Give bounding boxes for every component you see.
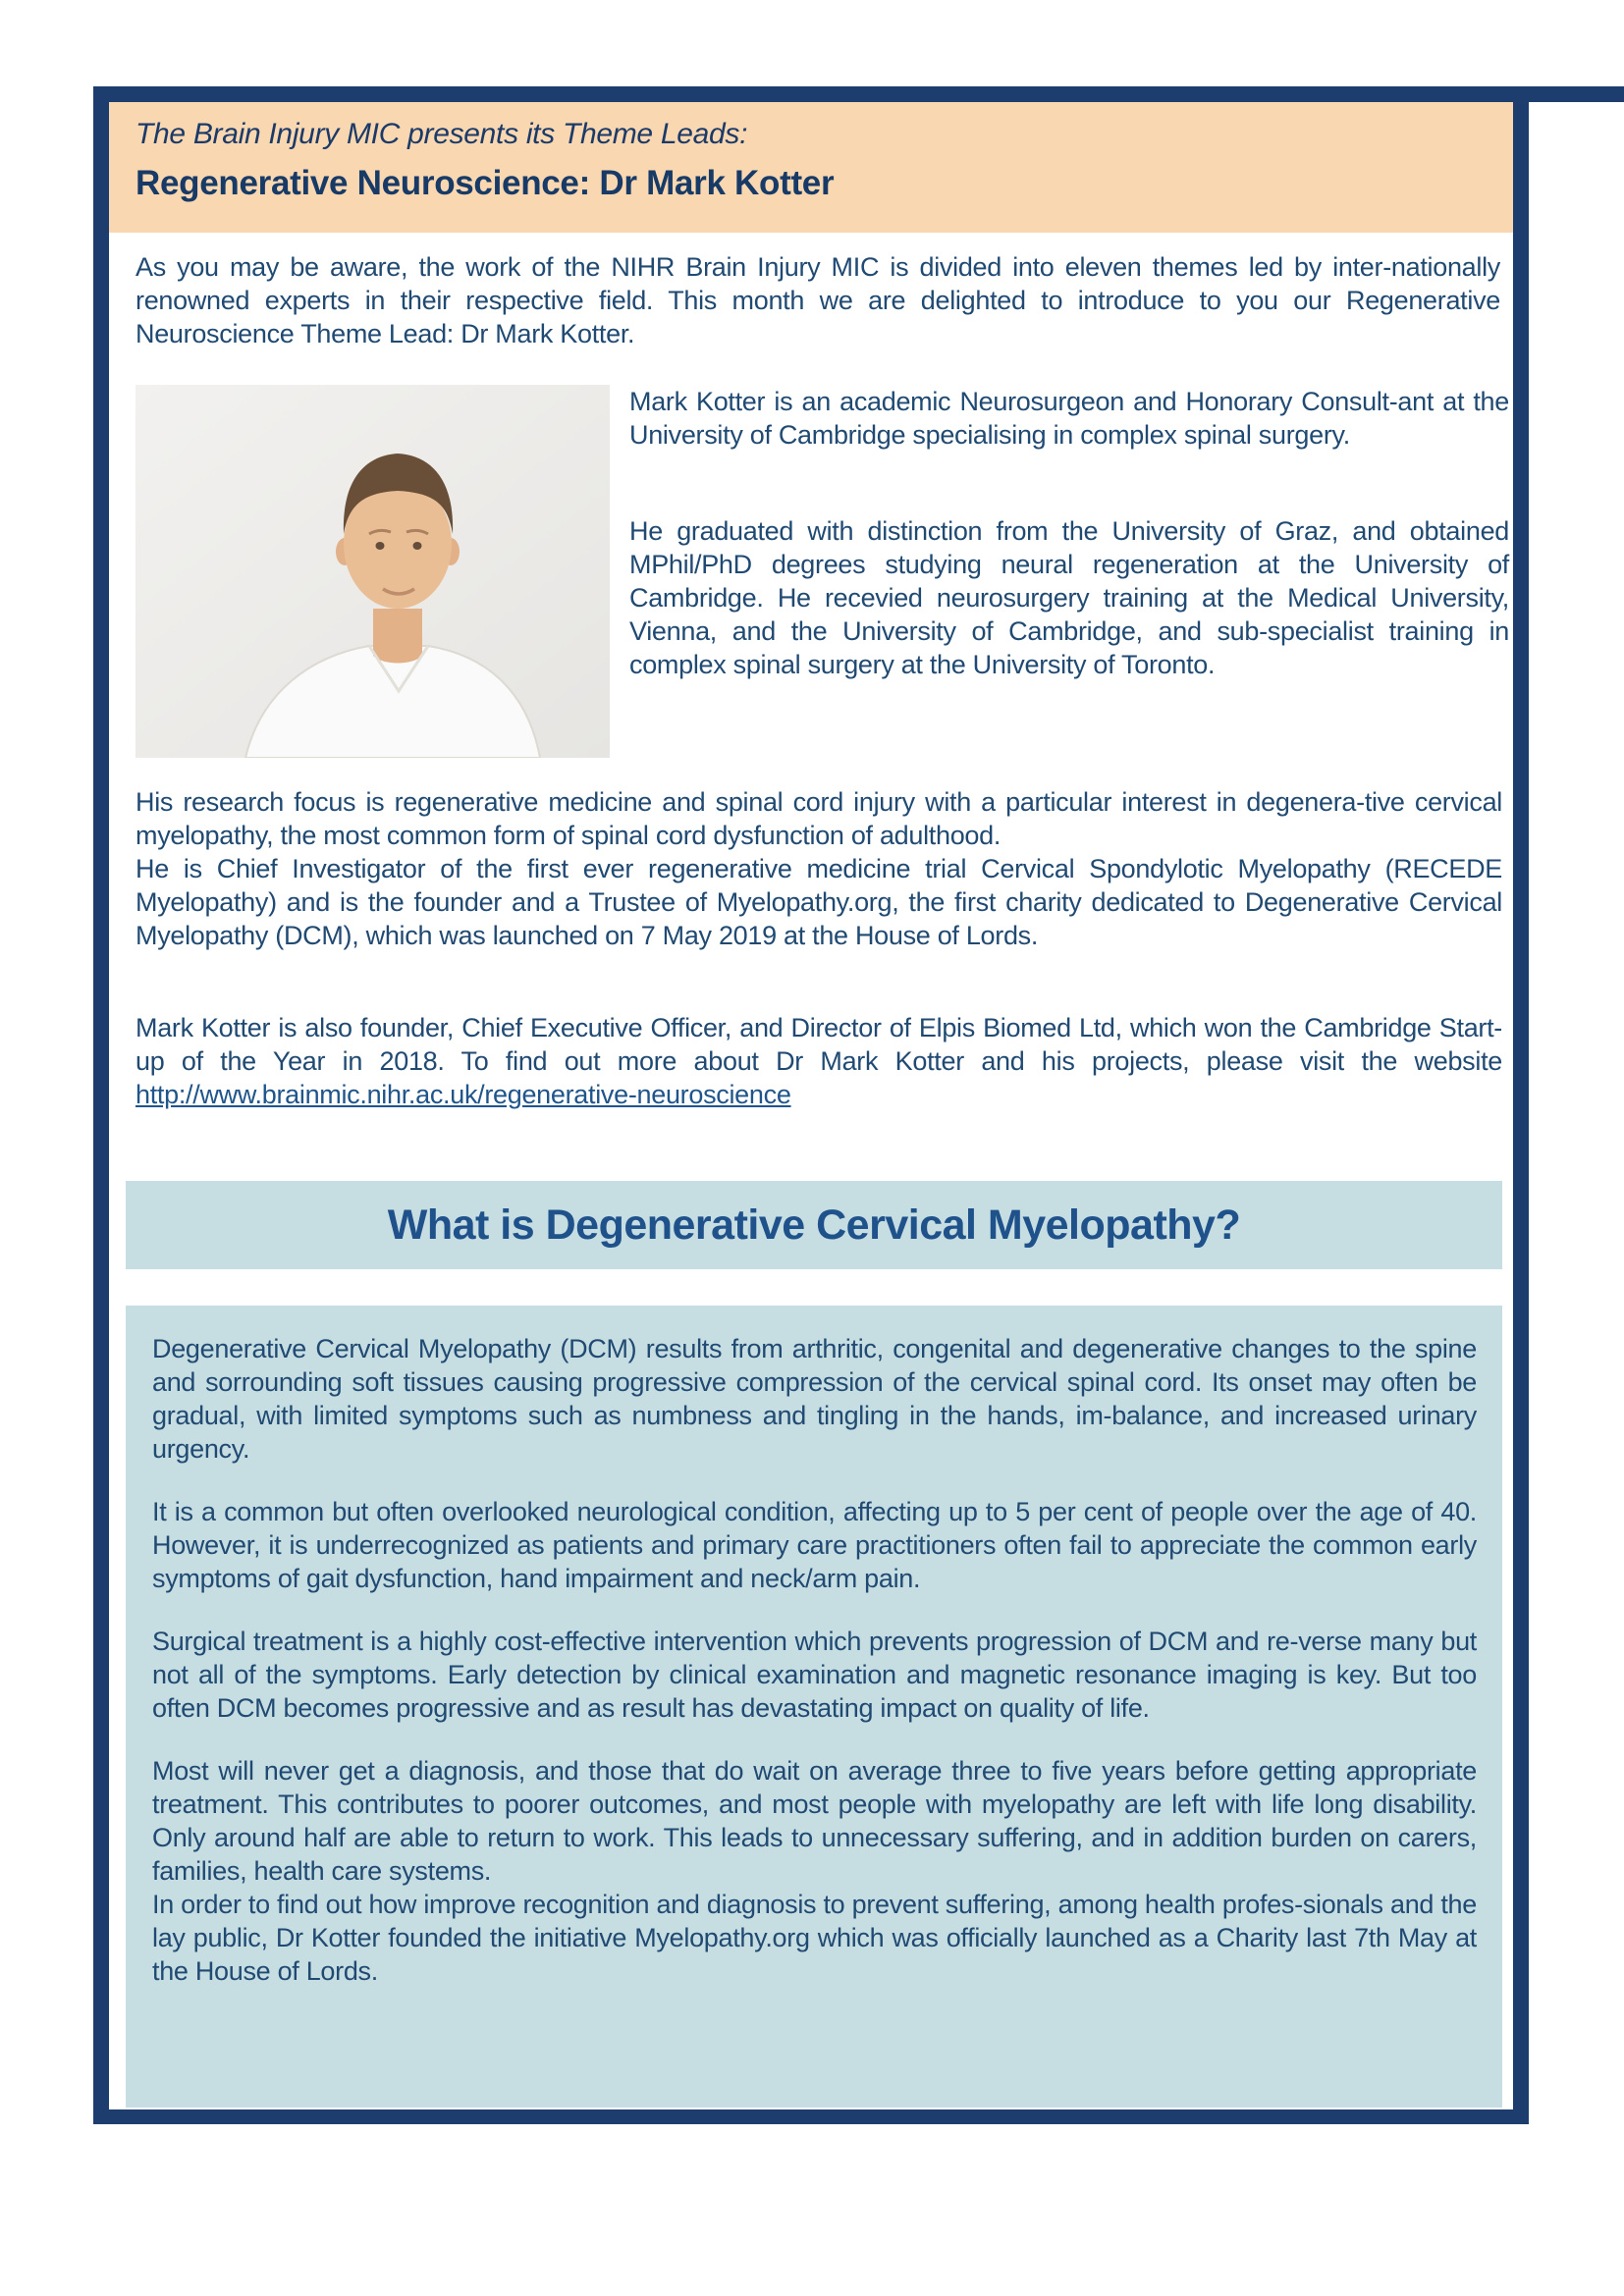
intro-paragraph: [135, 250, 1500, 350]
portrait-photo-illustration: [135, 385, 610, 758]
frame-top-bar: [93, 86, 1624, 102]
page-title: Regenerative Neuroscience: Dr Mark Kotter: [135, 164, 835, 202]
bio-text: [629, 385, 1509, 758]
elpis-text: Mark Kotter is also founder, Chief Executive Officer, and Director of Elpis Biomed Ltd, which won the Cambridge Start-up of the Year in 2018. To find out more about Dr Mark Kotter and his projects, please visit the website: [135, 1013, 1502, 1076]
research-paragraphs: [135, 785, 1502, 952]
regenerative-neuroscience-link[interactable]: http://www.brainmic.nihr.ac.uk/regenerative-neuroscience: [135, 1080, 791, 1109]
elpis-paragraph: [135, 1011, 1502, 1111]
elpis-text-wrap: [135, 1011, 1502, 1111]
frame-bottom-bar: [93, 2109, 1529, 2124]
dcm-paragraph-3: Surgical treatment is a highly cost-effective intervention which prevents progression of DCM and re-verse many but not all of the symptoms. Early detection by clinical examination and magnetic resonance imaging is key. But too often DCM becomes progressive and as result has devastating impact on quality of life.: [152, 1627, 1477, 1723]
frame-right-bar: [1513, 86, 1529, 2124]
dcm-paragraph-1: Degenerative Cervical Myelopathy (DCM) results from arthritic, congenital and degenerative changes to the spine and sorrounding soft tissues causing progressive compression of the cervical spinal cord. Its onset may often be gradual, with limited symptoms such as numbness and tingling in the hands, im-balance, and increased urinary urgency.: [152, 1334, 1477, 1464]
bio-paragraph-2: He graduated with distinction from the University of Graz, and obtained MPhil/PhD degrees studying neural regeneration at the University of Cambridge. He recevied neurosurgery training at the Medical University, Vienna, and the University of Cambridge, and sub-specialist training in complex spinal surgery at the University of Toronto.: [629, 516, 1509, 679]
dcm-info-box: [126, 1306, 1502, 2108]
dcm-section-title: What is Degenerative Cervical Myelopathy?: [126, 1181, 1502, 1269]
intro-text: As you may be aware, the work of the NIHR Brain Injury MIC is divided into eleven themes led by inter-nationally renowned experts in their respective field. This month we are delighted to introduce to you our Regenerative Neuroscience Theme Lead: Dr Mark Kotter.: [135, 252, 1500, 348]
research-paragraph-2: He is Chief Investigator of the first ever regenerative medicine trial Cervical Spondylotic Myelopathy (RECEDE Myelopathy) and is the founder and a Trustee of Myelopathy.org, the first charity dedicated to Degenerative Cervical Myelopathy (DCM), which was launched on 7 May 2019 at the House of Lords.: [135, 854, 1502, 950]
dcm-paragraph-5: In order to find out how improve recognition and diagnosis to prevent suffering, among health profes-sionals and the lay public, Dr Kotter founded the initiative Myelopathy.org which was officially launched as a Charity last 7th May at the House of Lords.: [152, 1890, 1477, 1986]
bio-paragraph-1: Mark Kotter is an academic Neurosurgeon and Honorary Consult-ant at the University of Cambridge specialising in complex spinal surgery.: [629, 387, 1509, 450]
dcm-paragraph-2: It is a common but often overlooked neurological condition, affecting up to 5 per cent of people over the age of 40. However, it is underrecognized as patients and primary care practitioners often fail to appreciate the common early symptoms of gait dysfunction, hand impairment and neck/arm pain.: [152, 1497, 1477, 1593]
frame-left-bar: [93, 86, 109, 2124]
masthead: [109, 102, 1513, 233]
research-paragraph-1: His research focus is regenerative medicine and spinal cord injury with a particular interest in degenera-tive cervical myelopathy, the most common form of spinal cord dysfunction of adulthood.: [135, 787, 1502, 850]
portrait-photo: [135, 385, 610, 758]
dcm-paragraph-4: Most will never get a diagnosis, and those that do wait on average three to five years before getting appropriate treatment. This contributes to poorer outcomes, and most people with myelopathy are left with life long disability. Only around half are able to return to work. This leads to unnecessary suffering, and in addition burden on carers, families, health care systems.: [152, 1756, 1477, 1886]
masthead-eyebrow: The Brain Injury MIC presents its Theme Leads:: [135, 118, 748, 150]
bio-row: [135, 385, 1509, 758]
